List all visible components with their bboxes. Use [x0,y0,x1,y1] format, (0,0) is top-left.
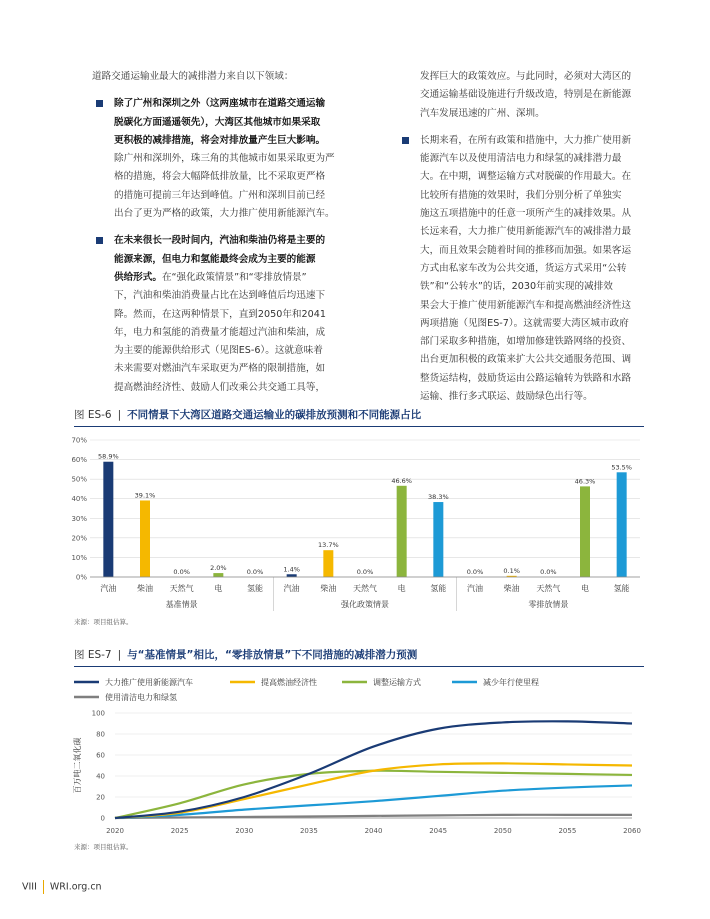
bullet-body: 降。然而，在这两种情景下，直到2050年和2041 [114,308,326,320]
bullet-square-icon [96,100,103,107]
bullet-body: 果会大于推广使用新能源汽车和提高燃油经济性这 [420,299,632,311]
bullet-body: 运输、推行多式联运、鼓励绿色出行等。 [420,391,593,403]
y-tick-label: 0 [100,814,105,823]
right-column [398,68,646,406]
y-tick-label: 20% [71,534,87,543]
bar-value-label: 58.9% [98,452,119,461]
category-label: 汽油 [283,584,300,593]
fig7-title-text: 与“基准情景”相比，“零排放情景”下不同措施的减排潜力预测 [127,649,418,661]
bar [287,574,297,577]
fig7-number: 图 ES-7 [74,649,112,661]
bullet-body: 的措施可提前三年达到峰值。广州和深圳目前已经 [114,189,326,201]
category-label: 天然气 [169,584,194,593]
bullet-body: 在“强化政策情景”和“零排放情景” [161,271,307,283]
bar-value-label: 0.0% [356,568,374,576]
y-tick-label: 30% [71,514,87,523]
scenario-label: 强化政策情景 [341,600,389,609]
category-label: 电 [397,584,406,593]
bullet-square-icon [402,137,409,144]
y-axis-label: 百万吨二氧化碳 [73,737,82,794]
bullet-body: 比较所有措施的效果时，我们分别分析了单独实 [420,189,622,201]
series-line [115,815,632,818]
category-label: 氢能 [613,584,630,593]
x-tick-label: 2055 [558,827,577,835]
category-label: 柴油 [137,584,153,593]
bullet-body: 除广州和深圳外，珠三角的其他城市如果采取更为严 [114,153,335,165]
category-label: 电 [581,584,589,593]
bar-value-label: 38.3% [428,493,449,502]
bullet-heading: 在未来很长一段时间内，汽油和柴油仍将是主要的 [114,235,326,247]
y-tick-label: 50% [71,475,87,484]
bar [617,472,627,577]
continued-paragraph [398,68,646,123]
bullet-body: 部门采取多种措施，如增加修建铁路网络的投资、 [420,336,632,348]
bullet-body: 大，而且效果会随着时间的推移而加强。如果客运 [420,244,632,256]
bar-value-label: 46.6% [391,476,412,485]
footer-site: WRI.org.cn [49,881,102,893]
bar [103,462,113,577]
category-label: 氢能 [247,584,263,593]
legend-label: 提高燃油经济性 [261,678,317,687]
bullet-body: 整货运结构，鼓励货运由公路运输转为铁路和水路 [420,372,632,384]
x-tick-label: 2020 [106,827,124,835]
category-label: 汽油 [100,584,117,593]
legend-label: 使用清洁电力和绿氢 [105,693,177,702]
y-tick-label: 100 [91,709,105,718]
bullet-body: 出台更加积极的政策来扩大公共交通服务范围、调 [420,354,632,366]
bullet-square-icon [96,237,103,244]
bullet-heading: 除了广州和深圳之外（这两座城市在道路交通运输 [114,98,326,110]
fig6-number: 图 ES-6 [74,409,112,421]
y-tick-label: 60 [96,751,105,760]
bullet-body: 施这五项措施中的任意一项所产生的减排效果。从 [420,208,632,220]
bar-value-label: 13.7% [318,541,339,550]
x-tick-label: 2040 [364,827,383,835]
category-label: 天然气 [353,584,377,593]
fig7-title: 图 ES-7 | 与“基准情景”相比，“零排放情景”下不同措施的减排潜力预测 [74,649,418,661]
legend-label: 调整运输方式 [373,678,421,687]
body-line: 交通运输基础设施进行升级改造，特别是在新能源 [420,89,632,101]
bullet-body: 两项措施（见图ES-7）。这就需要大湾区城市政府 [420,317,629,329]
page-footer [22,880,102,894]
intro-text: 道路交通运输业最大的减排潜力来自以下领域： [92,71,294,82]
bar-value-label: 39.1% [134,491,156,500]
y-tick-label: 40 [96,772,105,781]
bar-value-label: 0.0% [246,568,264,576]
bar [397,486,407,577]
bullet-item [92,232,352,397]
bar [433,502,443,577]
legend-label: 大力推广使用新能源汽车 [105,678,193,687]
category-label: 柴油 [320,584,337,593]
bullet-body: 年，电力和氢能的消费量才能超过汽油和柴油，成 [114,326,326,338]
series-line [115,785,632,818]
bullet-body: 下，汽油和柴油消费量占比在达到峰值后均迅速下 [114,290,326,302]
bar-value-label: 0.0% [173,568,190,576]
bar [323,550,333,577]
bullet-heading: 更积极的减排措施，将会对排放量产生巨大影响。 [114,134,326,146]
bar-value-label: 0.0% [540,568,557,576]
bar-value-label: 2.0% [210,564,227,573]
y-tick-label: 60% [71,456,87,465]
bullet-body: 为主要的能源供给形式（见图ES-6）。这就意味着 [114,345,323,357]
bullet-body: 能源汽车以及使用清洁电力和绿氢的减排潜力最 [420,153,622,165]
bullet-heading: 供给形式。 [114,271,162,283]
fig6-bar-chart [60,430,650,615]
bar-value-label: 0.0% [466,568,484,576]
bullet-body: 铁”和“公转水”的话，2030年前实现的减排效 [420,281,613,293]
fig7-rule [74,666,644,667]
left-column [92,68,352,397]
x-tick-label: 2030 [235,827,254,835]
x-tick-label: 2035 [299,827,318,835]
page-number: VIII [22,881,37,893]
scenario-label: 零排放情景 [528,600,569,609]
bar-value-label: 1.4% [283,565,300,574]
bullet-body: 大。在中期，调整运输方式对脱碳的作用最大。在 [420,171,632,183]
y-tick-label: 10% [71,553,87,562]
fig6-title-text: 不同情景下大湾区道路交通运输业的碳排放预测和不同能源占比 [127,409,422,421]
fig7-source: 来源：项目组估算。 [74,843,133,851]
category-label: 天然气 [536,584,561,593]
fig6-rule [74,426,644,427]
bullet-body: 格的措施，将会大幅降低排放量，比不采取更严格 [114,171,326,183]
fig7-line-chart [60,670,650,840]
body-line: 发挥巨大的政策效应。与此同时，必须对大湾区的 [420,71,632,82]
bar-value-label: 46.3% [574,477,596,486]
y-tick-label: 0% [75,573,87,582]
category-label: 汽油 [467,584,483,593]
bar [140,500,150,577]
x-tick-label: 2045 [429,827,448,835]
bullet-body: 出台了更为严格的政策，大力推广使用新能源汽车。 [114,208,335,220]
bar-value-label: 0.1% [503,566,520,575]
x-tick-label: 2060 [623,827,641,835]
scenario-label: 基准情景 [165,600,198,609]
y-tick-label: 70% [71,436,87,445]
category-label: 电 [214,584,223,593]
category-label: 氢能 [430,584,447,593]
x-tick-label: 2050 [493,827,512,835]
bullet-body: 长期来看，在所有政策和措施中，大力推广使用新 [420,134,632,146]
x-tick-label: 2025 [170,827,189,835]
bullet-item [92,95,352,223]
bullet-heading: 能源来源，但电力和氢能最终会成为主要的能源 [114,253,316,265]
bullet-body: 长远来看，大力推广使用新能源汽车的减排潜力最 [420,226,632,238]
bullet-body: 提高燃油经济性、鼓励人们改乘公共交通工具等， [114,381,326,393]
legend-label: 减少年行使里程 [483,678,539,687]
bullet-heading: 脱碳化方面遥遥领先），大湾区其他城市如果采取 [114,116,321,128]
y-tick-label: 80 [96,730,105,739]
bullet-body: 未来需要对燃油汽车采取更为严格的限制措施，如 [114,363,326,375]
footer-divider [43,880,44,894]
bullet-item [398,132,646,406]
bullet-body: 方式由私家车改为公共交通，货运方式采用“公转 [420,262,627,274]
y-tick-label: 40% [71,495,87,504]
fig6-source: 来源：项目组估算。 [74,618,133,626]
category-label: 柴油 [503,584,520,593]
body-line: 汽车发展迅速的广州、深圳。 [420,107,545,119]
fig6-title: 图 ES-6 | 不同情景下大湾区道路交通运输业的碳排放预测和不同能源占比 [74,409,422,421]
bar [213,573,223,577]
y-tick-label: 20 [96,793,105,802]
bar-value-label: 53.5% [611,463,632,472]
bar [580,486,590,577]
